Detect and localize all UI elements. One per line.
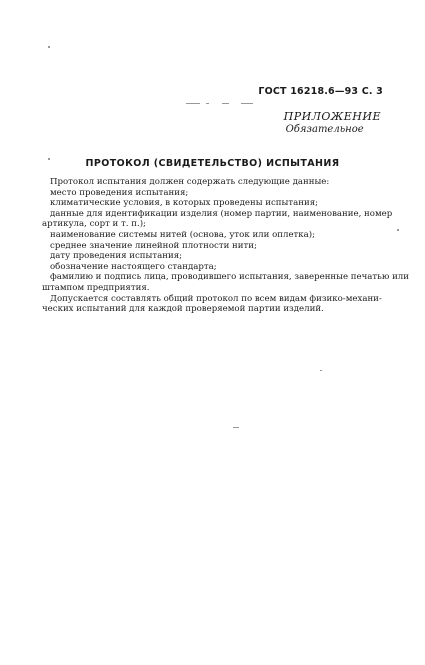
body-line: артикула, сорт и т. п.); (42, 219, 146, 230)
scan-speck (222, 103, 229, 104)
page-title: ПРОТОКОЛ (СВИДЕТЕЛЬСТВО) ИСПЫТАНИЯ (85, 158, 340, 169)
appendix-status: Обязательное (285, 124, 364, 135)
body-line: дату проведения испытания; (50, 251, 183, 262)
body-line: место проведения испытания; (50, 187, 189, 198)
scan-speck (320, 370, 322, 371)
scan-speck (233, 427, 239, 428)
body-line: Протокол испытания должен содержать следующие данные: (50, 177, 330, 187)
standard-reference: ГОСТ 16218.6—93 С. 3 (258, 86, 383, 97)
scan-speck (48, 46, 50, 48)
body-line: штампом предприятия. (42, 282, 150, 293)
scan-speck (241, 103, 253, 104)
body-line: ческих испытаний для каждой проверяемой партии изделий. (42, 304, 324, 315)
body-line: Допускается составлять общий протокол по всем видам физико-механи- (50, 293, 382, 304)
scan-speck (206, 103, 209, 104)
body-line: наименование системы нитей (основа, уток или оплетка); (50, 229, 316, 240)
body-line: обозначение настоящего стандарта; (50, 261, 217, 272)
appendix-label (284, 110, 381, 135)
body-line: климатические условия, в которых проведены испытания; (50, 198, 319, 209)
scan-speck (186, 103, 200, 104)
scan-speck (397, 229, 399, 231)
protocol-body (42, 177, 409, 315)
body-line: фамилию и подпись лица, проводившего испытания, заверенные печатью или (50, 272, 409, 283)
body-line: данные для идентификации изделия (номер партии, наименование, номер (50, 208, 393, 219)
appendix-title: ПРИЛОЖЕНИЕ (283, 110, 381, 123)
body-line: среднее значение линейной плотности нити; (50, 240, 257, 251)
scan-speck (48, 158, 50, 160)
